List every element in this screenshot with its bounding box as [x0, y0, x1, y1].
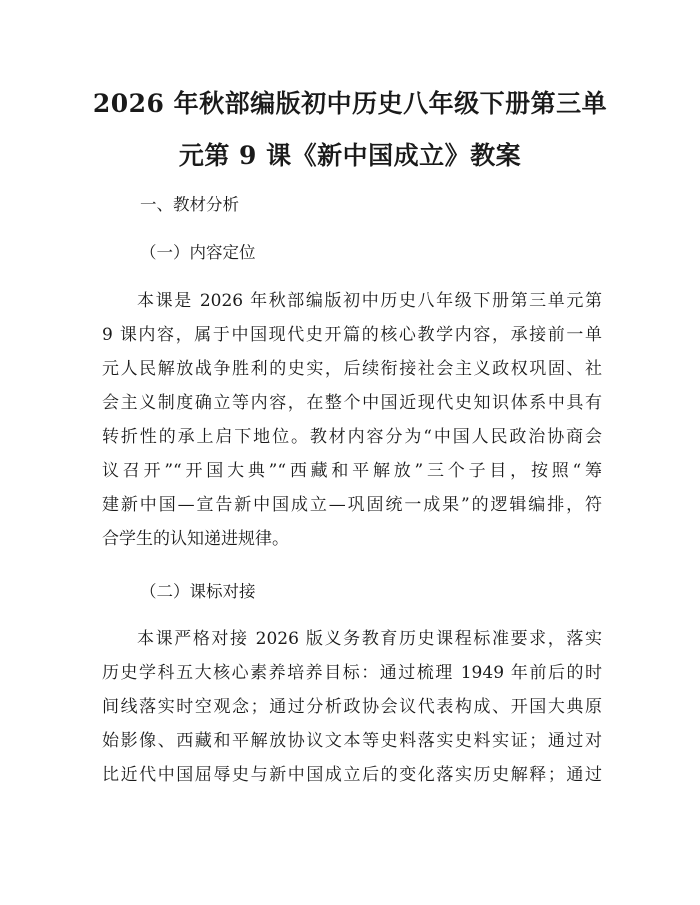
paragraph-line: 历史学科五大核心素养培养目标：通过梳理 1949 年前后的时 — [102, 663, 602, 683]
paragraph-line: 合学生的认知递进规律。 — [102, 529, 289, 549]
paragraph-line: 会主义制度确立等内容，在整个中国近现代史知识体系中具有 — [102, 393, 602, 413]
paragraph-line: 比近代中国屈辱史与新中国成立后的变化落实历史解释；通过 — [102, 765, 602, 785]
paragraph-line: 9 课内容，属于中国现代史开篇的核心教学内容，承接前一单 — [102, 325, 602, 345]
section-heading-textbook-analysis: 一、教材分析 — [140, 195, 239, 214]
title-line: 2026 年秋部编版初中历史八年级下册第三单 — [92, 89, 608, 118]
subsection-heading-curriculum-alignment: （二）课标对接 — [140, 582, 256, 601]
subsection-heading-content-positioning: （一）内容定位 — [140, 243, 256, 262]
paragraph-line: 本课严格对接 2026 版义务教育历史课程标准要求，落实 — [137, 629, 602, 649]
paragraph-line: 本课是 2026 年秋部编版初中历史八年级下册第三单元第 — [137, 291, 602, 311]
title-line: 元第 9 课《新中国成立》教案 — [178, 141, 522, 170]
paragraph-line: 元人民解放战争胜利的史实，后续衔接社会主义政权巩固、社 — [102, 359, 602, 379]
paragraph-line: 议召开”“开国大典”“西藏和平解放”三个子目，按照“筹 — [102, 461, 602, 481]
paragraph-content-positioning — [102, 284, 602, 556]
paragraph-line: 始影像、西藏和平解放协议文本等史料落实史料实证；通过对 — [102, 731, 602, 751]
paragraph-line: 间线落实时空观念；通过分析政协会议代表构成、开国大典原 — [102, 697, 602, 717]
document-title — [90, 78, 610, 182]
paragraph-curriculum-alignment — [102, 622, 602, 792]
paragraph-line: 建新中国—宣告新中国成立—巩固统一成果”的逻辑编排，符 — [102, 495, 602, 515]
paragraph-line: 转折性的承上启下地位。教材内容分为“中国人民政治协商会 — [102, 427, 602, 447]
